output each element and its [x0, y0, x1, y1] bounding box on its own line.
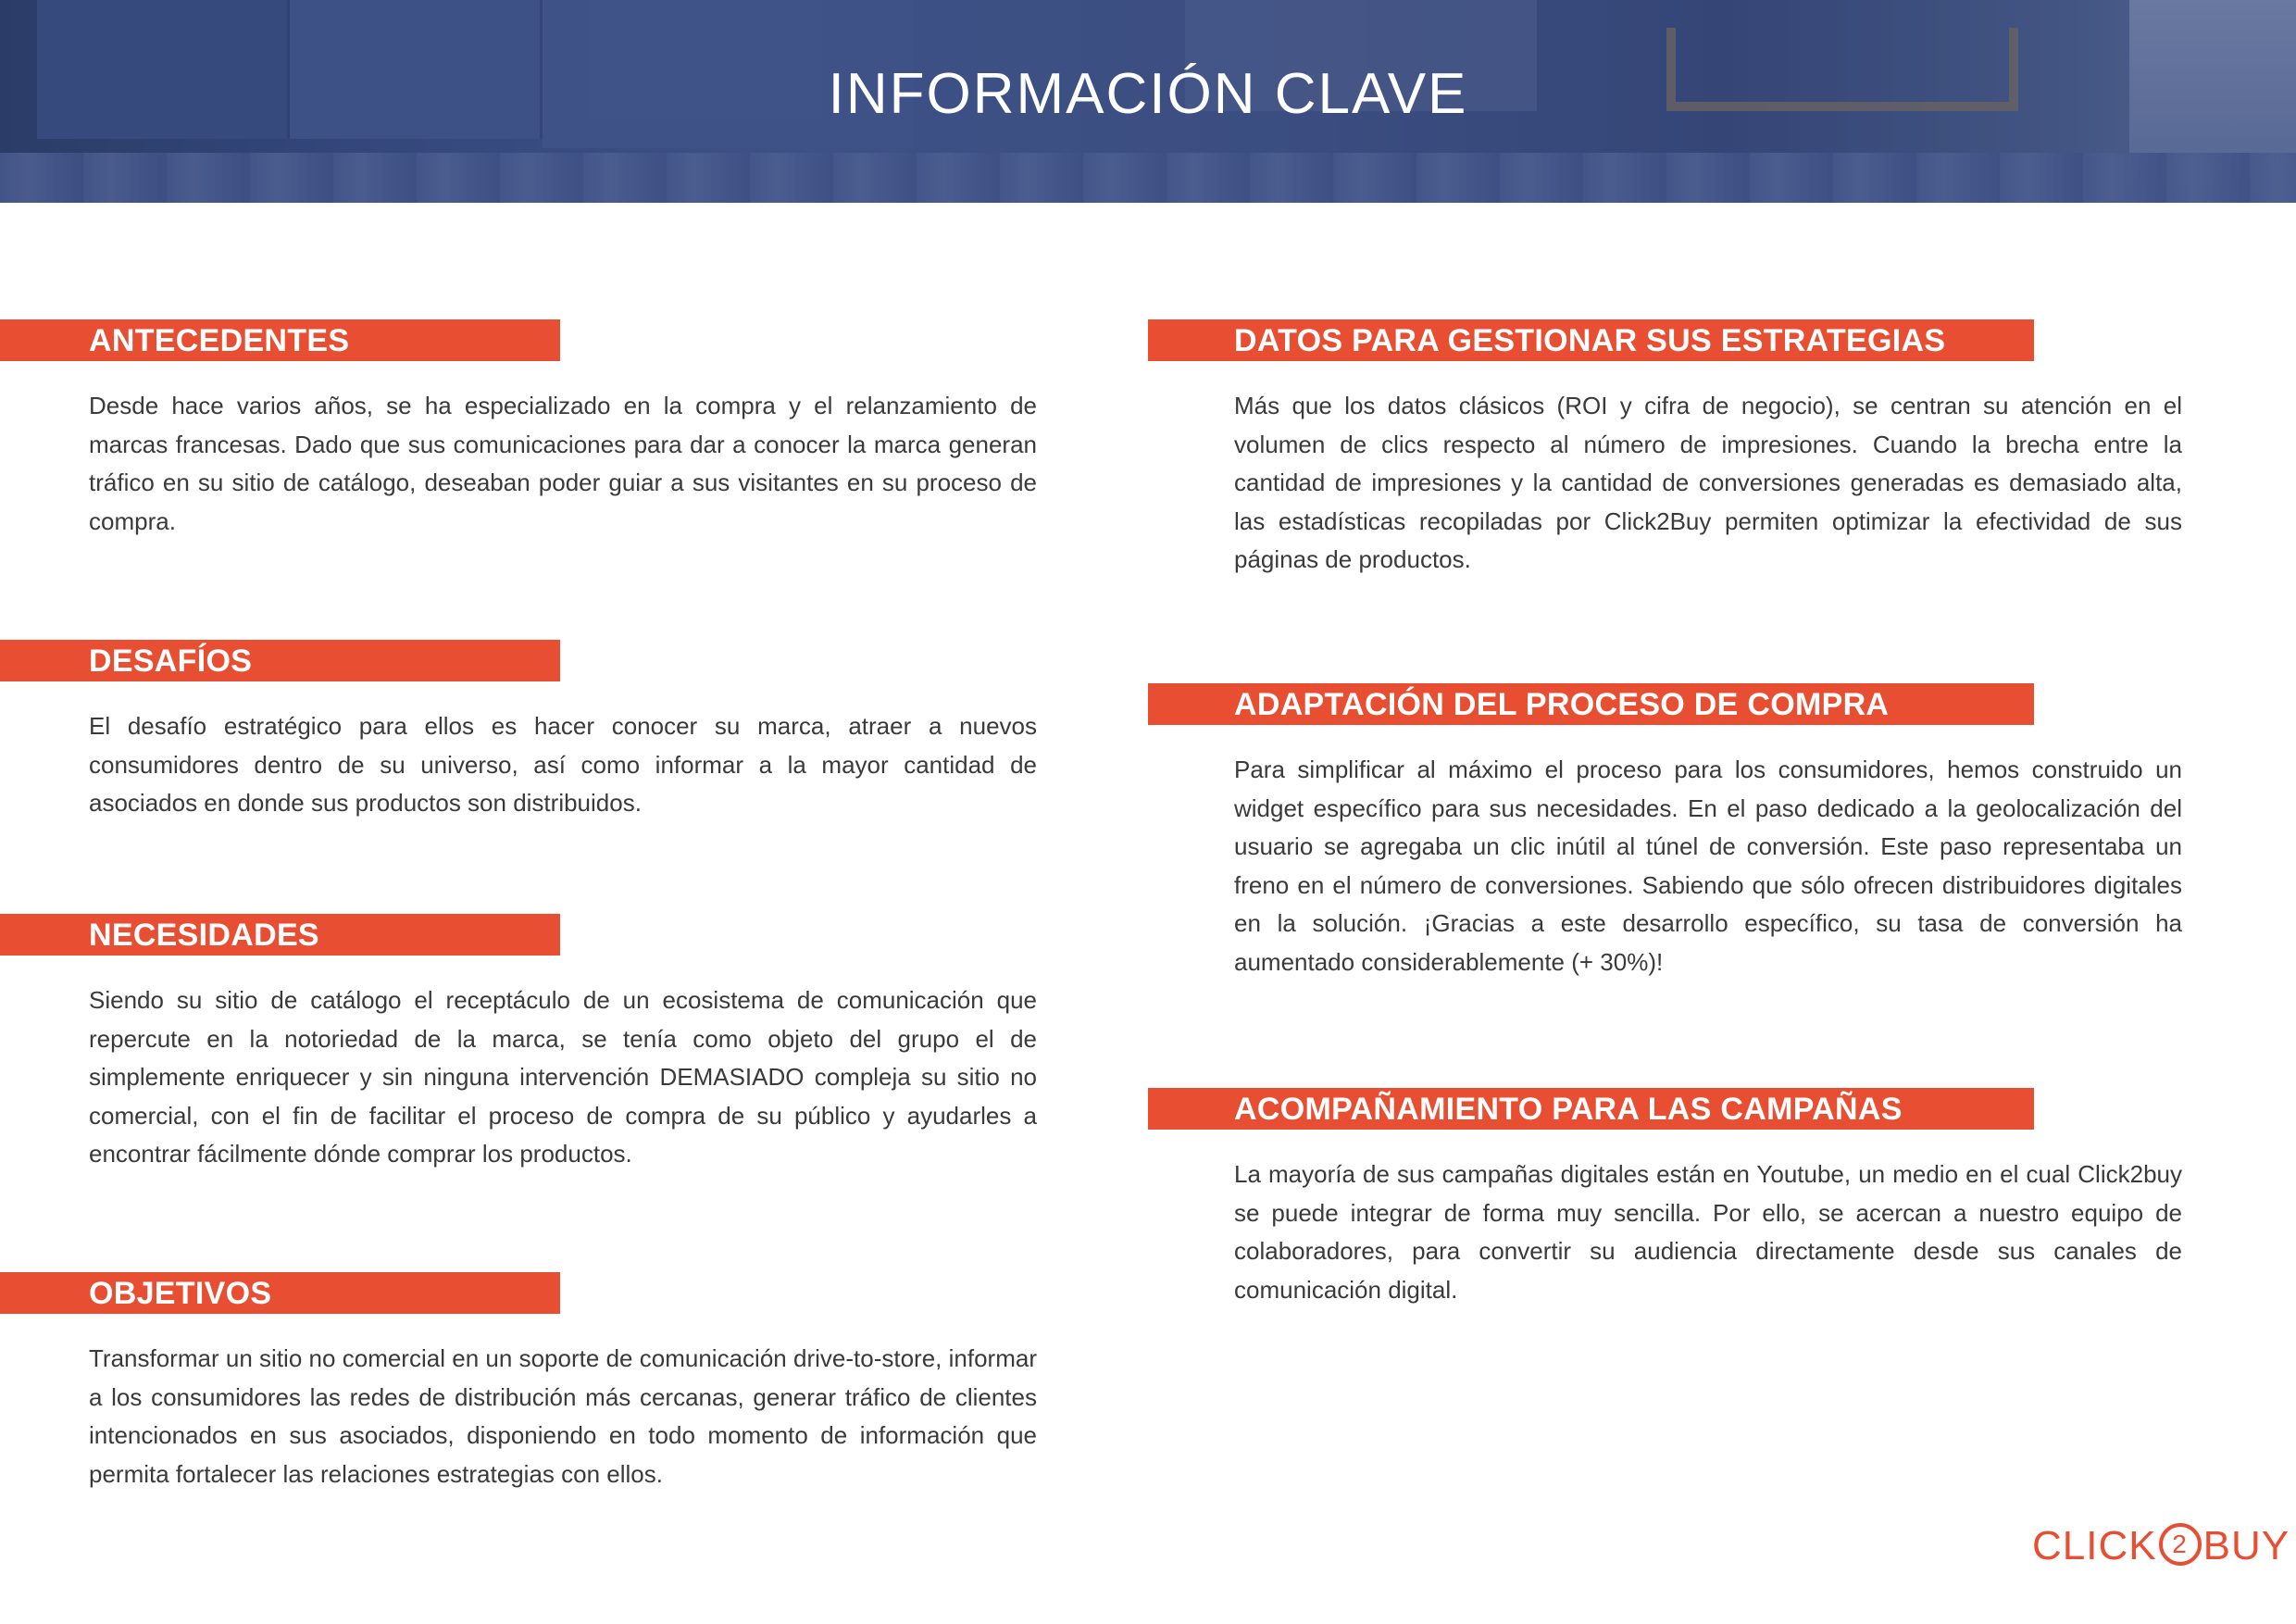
section-heading-adaptacion: [1148, 683, 2034, 725]
section-body-antecedentes: Desde hace varios años, se ha especializado en la compra y el relanzamiento de marcas francesas. Dado que sus comunicaciones para dar a conocer la marca generan tráfico en su sitio de catálogo, deseaban poder guiar a sus visitantes en su proceso de compra.: [89, 392, 1037, 535]
section-title: DATOS PARA GESTIONAR SUS ESTRATEGIAS: [1234, 323, 1946, 358]
header-banner: [0, 0, 2296, 203]
location-pin-icon: 2: [2159, 1523, 2202, 1566]
page-title: INFORMACIÓN CLAVE: [828, 62, 1468, 126]
section-body-desafios: El desafío estratégico para ellos es hacer conocer su marca, atraer a nuevos consumidores dentro de su universo, así como informar a la mayor cantidad de asociados en donde sus productos son distribuidos.: [89, 712, 1037, 818]
section-heading-desafios: [0, 640, 560, 681]
section-body-adaptacion: Para simplificar al máximo el proceso para los consumidores, hemos construido un widget específico para sus necesidades. En el paso dedicado a la geolocalización del usuario se agregaba un clic inútil al túnel de conversión. Este paso representaba un freno en el número de conversiones. Sabiendo que sólo ofrecen distribuidores digitales en la solución. ¡Gracias a este desarrollo específico, su tasa de conversión ha aumentado considerablemente (+ 30%)!: [1234, 756, 2182, 976]
section-heading-datos: [1148, 319, 2034, 361]
section-heading-necesidades: [0, 914, 560, 956]
section-body-objetivos: Transformar un sitio no comercial en un soporte de comunicación drive-to-store, informar a los consumidores las redes de distribución más cercanas, generar tráfico de clientes intencionados en sus asociados, disponiendo en todo momento de información que permita fortalecer las relaciones estrategias con ellos.: [89, 1344, 1037, 1488]
section-title: OBJETIVOS: [89, 1276, 272, 1311]
section-title: ANTECEDENTES: [89, 323, 350, 358]
section-title: ADAPTACIÓN DEL PROCESO DE COMPRA: [1234, 687, 1890, 722]
section-title: DESAFÍOS: [89, 643, 253, 679]
logo-text-buy: BUY: [2202, 1523, 2290, 1568]
section-body-datos: Más que los datos clásicos (ROI y cifra de negocio), se centran su atención en el volumen de clics respecto al número de impresiones. Cuando la brecha entre la cantidad de impresiones y la cantidad de conversiones generadas es demasiado alta, las estadísticas recopiladas por Click2Buy permiten optimizar la efectividad de sus páginas de productos.: [1234, 392, 2182, 574]
logo-text-click: CLICK: [2032, 1523, 2157, 1568]
section-heading-acompanamiento: [1148, 1088, 2034, 1130]
section-heading-antecedentes: [0, 319, 560, 361]
section-body-necesidades: Siendo su sitio de catálogo el receptáculo de un ecosistema de comunicación que repercute en la notoriedad de la marca, se tenía como objeto del grupo el de simplemente enriquecer y sin ninguna intervención DEMASIADO compleja su sitio no comercial, con el fin de facilitar el proceso de compra de su público y ayudarles a encontrar fácilmente dónde comprar los productos.: [89, 986, 1037, 1168]
click2buy-logo: [2032, 1523, 2290, 1569]
section-heading-objetivos: [0, 1272, 560, 1314]
section-title: ACOMPAÑAMIENTO PARA LAS CAMPAÑAS: [1234, 1092, 1903, 1127]
section-title: NECESIDADES: [89, 918, 319, 953]
section-body-acompanamiento: La mayoría de sus campañas digitales están en Youtube, un medio en el cual Click2buy se puede integrar de forma muy sencilla. Por ello, se acercan a nuestro equipo de colaboradores, para convertir su audiencia directamente desde sus canales de comunicación digital.: [1234, 1160, 2182, 1304]
